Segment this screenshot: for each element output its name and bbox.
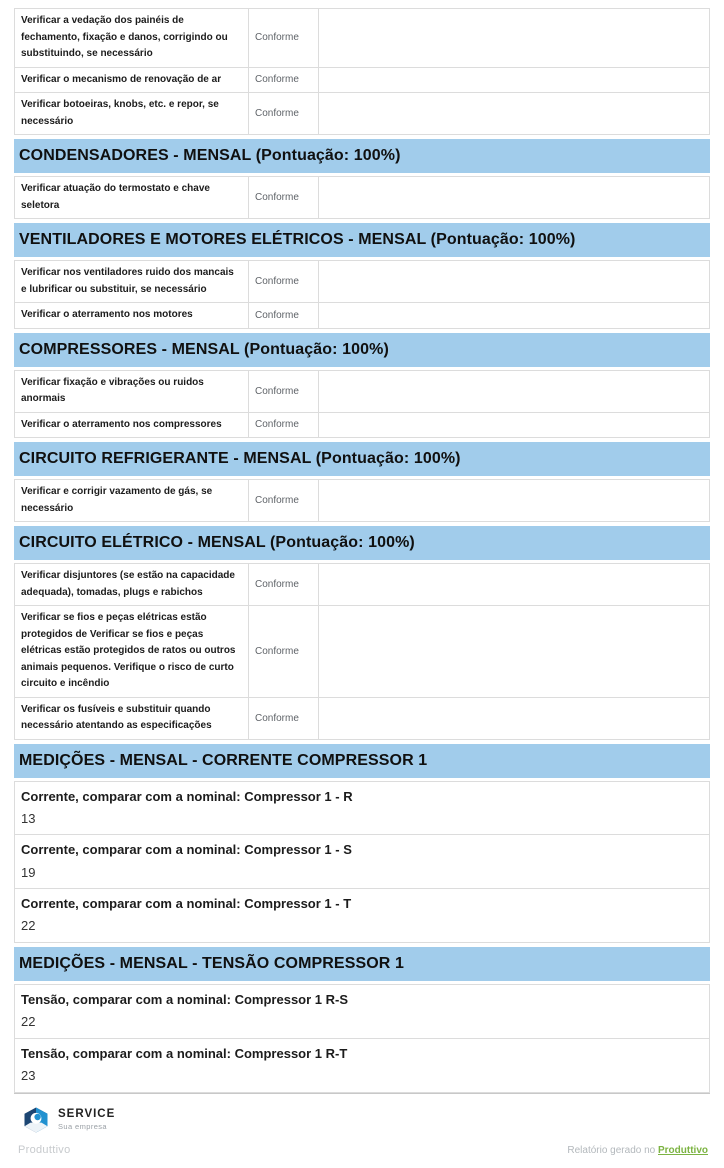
measurement-row [15,985,709,1039]
checklist-item-status: Conforme [249,412,319,438]
checklist-item-label: Verificar nos ventiladores ruido dos mancais e lubrificar ou substituir, se necessário [15,261,249,303]
checklist-item-notes [319,564,710,606]
checklist-row [15,177,710,219]
measurement-value: 22 [21,918,36,934]
measurement-value: 13 [21,810,36,826]
checklist-item-label: Verificar a vedação dos painéis de fechamento, fixação e danos, corrigindo ou substituindo, se necessário [15,9,249,68]
section-header: VENTILADORES E MOTORES ELÉTRICOS - MENSAL (Pontuação: 100%) [14,223,710,257]
checklist-item-notes [319,303,710,329]
checklist-item-notes [319,370,710,412]
section-header: COMPRESSORES - MENSAL (Pontuação: 100%) [14,333,710,367]
measurement-value: 22 [21,1014,36,1030]
section-header: MEDIÇÕES - MENSAL - TENSÃO COMPRESSOR 1 [14,947,710,981]
checklist-row [15,480,710,522]
measurement-label: Tensão, comparar com a nominal: Compressor 1 R-T [21,1045,348,1061]
checklist-item-status: Conforme [249,177,319,219]
checklist-row [15,412,710,438]
checklist-row [15,9,710,68]
checklist-item-notes [319,480,710,522]
company-name: SERVICE [58,1108,116,1121]
checklist-row [15,606,710,698]
checklist-row [15,697,710,739]
section-header: CONDENSADORES - MENSAL (Pontuação: 100%) [14,139,710,173]
checklist-item-notes [319,606,710,698]
checklist-item-label: Verificar fixação e vibrações ou ruidos anormais [15,370,249,412]
checklist-item-label: Verificar disjuntores (se estão na capacidade adequada), tomadas, plugs e rabichos [15,564,249,606]
checklist-table [14,563,710,740]
checklist-item-status: Conforme [249,564,319,606]
checklist-item-label: Verificar botoeiras, knobs, etc. e repor, se necessário [15,93,249,135]
checklist-item-label: Verificar o aterramento nos compressores [15,412,249,438]
measurement-row [15,889,709,943]
measurement-row [15,1039,709,1093]
report-footer [14,1093,710,1156]
footer-bottom-row [14,1144,710,1156]
produttivo-link[interactable]: Produttivo [658,1144,708,1156]
section-header: CIRCUITO ELÉTRICO - MENSAL (Pontuação: 100%) [14,526,710,560]
checklist-item-status: Conforme [249,261,319,303]
section-header: MEDIÇÕES - MENSAL - CORRENTE COMPRESSOR 1 [14,744,710,778]
measurements-list [14,984,710,1093]
checklist-item-label: Verificar os fusíveis e substituir quando necessário atentando as especificações [15,697,249,739]
checklist-item-status: Conforme [249,606,319,698]
checklist-item-notes [319,67,710,93]
measurement-value: 23 [21,1068,36,1084]
checklist-item-notes [319,9,710,68]
company-tagline: Sua empresa [58,1122,108,1132]
checklist-item-notes [319,697,710,739]
measurement-row [15,835,709,889]
checklist-item-label: Verificar atuação do termostato e chave seletora [15,177,249,219]
measurement-label: Tensão, comparar com a nominal: Compressor 1 R-S [21,992,349,1008]
checklist-table [14,8,710,135]
checklist-row [15,370,710,412]
checklist-table [14,370,710,439]
generated-note-text: Relatório gerado no [567,1144,658,1156]
checklist-row [15,261,710,303]
company-logo-text [58,1108,115,1131]
checklist-table [14,176,710,219]
checklist-item-label: Verificar o mecanismo de renovação de ar [15,67,249,93]
watermark-produttivo: Produttivo [18,1143,71,1156]
company-logo [14,1106,710,1134]
checklist-item-notes [319,177,710,219]
checklist-item-status: Conforme [249,93,319,135]
checklist-item-label: Verificar se fios e peças elétricas estão protegidos de Verificar se fios e peças elétricas estão protegidos de ratos ou outros animais pequenos. Verifique o risco de curto circuito e incêndio [15,606,249,698]
measurement-label: Corrente, comparar com a nominal: Compressor 1 - R [21,788,353,804]
measurement-value: 19 [21,864,36,880]
checklist-item-notes [319,93,710,135]
checklist-table [14,260,710,329]
measurements-list [14,781,710,944]
checklist-row [15,67,710,93]
checklist-item-status: Conforme [249,303,319,329]
checklist-item-notes [319,261,710,303]
checklist-item-label: Verificar o aterramento nos motores [15,303,249,329]
section-header: CIRCUITO REFRIGERANTE - MENSAL (Pontuação: 100%) [14,442,710,476]
checklist-row [15,303,710,329]
footer-divider [14,1093,710,1094]
checklist-row [15,564,710,606]
generated-note [567,1145,708,1156]
checklist-item-status: Conforme [249,9,319,68]
measurement-label: Corrente, comparar com a nominal: Compressor 1 - T [21,896,352,912]
checklist-item-label: Verificar e corrigir vazamento de gás, se necessário [15,480,249,522]
checklist-item-notes [319,412,710,438]
checklist-table [14,479,710,522]
measurement-label: Corrente, comparar com a nominal: Compressor 1 - S [21,842,352,858]
checklist-row [15,93,710,135]
company-logo-icon [22,1106,50,1134]
checklist-item-status: Conforme [249,67,319,93]
checklist-item-status: Conforme [249,480,319,522]
report-body [14,8,710,1093]
checklist-item-status: Conforme [249,370,319,412]
measurement-row [15,782,709,836]
checklist-item-status: Conforme [249,697,319,739]
